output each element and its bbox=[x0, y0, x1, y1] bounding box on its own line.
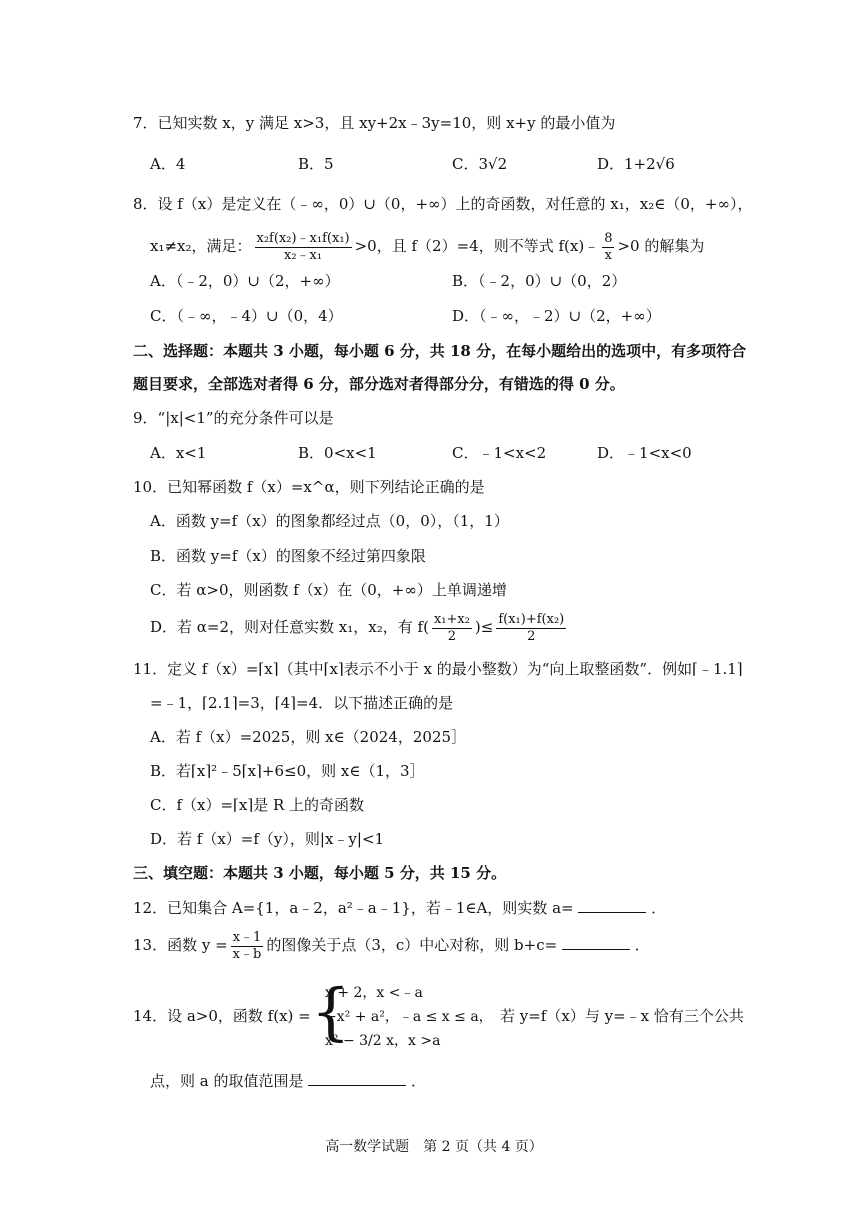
q13-prefix: 13．函数 y = bbox=[133, 936, 228, 954]
q8-stem-line1: 8．设 f（x）是定义在（﹣∞，0）∪（0，+∞）上的奇函数，对任意的 x₁，x₂∈（0，+∞）， bbox=[133, 195, 753, 213]
q8-fraction2-numerator: 8 bbox=[604, 230, 613, 246]
q13-fraction-denominator: x﹣b bbox=[232, 946, 262, 962]
section2-heading-line1: 二、选择题：本题共 3 小题，每小题 6 分，共 18 分，在每小题给出的选项中，有多项符合 bbox=[133, 342, 747, 360]
q8-stem-end: >0 的解集为 bbox=[617, 237, 705, 255]
q9-option-b: B．0<x<1 bbox=[298, 444, 377, 462]
q10-option-b: B．函数 y=f（x）的图象不经过第四象限 bbox=[150, 547, 426, 565]
q11-stem-line1: 11．定义 f（x）=⌈x⌉（其中⌈x⌉表示不小于 x 的最小整数）为“向上取整函数”．例如⌈﹣1.1⌉ bbox=[133, 660, 743, 678]
q8-fraction-denominator: x₂﹣x₁ bbox=[284, 247, 323, 263]
q14-case-3: x² − 3/2 x，x >a bbox=[325, 1033, 441, 1049]
q10-d-frac1-denominator: 2 bbox=[447, 628, 457, 644]
q14-case-2: −x² + a²，﹣a ≤ x ≤ a， bbox=[325, 1009, 493, 1025]
q10-stem: 10．已知幂函数 f（x）=x^α，则下列结论正确的是 bbox=[133, 478, 485, 496]
q7-option-a: A．4 bbox=[150, 155, 186, 173]
q8-option-a: A．（﹣2，0）∪（2，+∞） bbox=[150, 272, 340, 290]
q7-option-b: B．5 bbox=[298, 155, 334, 173]
q8-option-c: C．（﹣∞，﹣4）∪（0，4） bbox=[150, 307, 343, 325]
q10-d-frac2-numerator: f(x₁)+f(x₂) bbox=[498, 611, 565, 627]
q13-fraction bbox=[231, 930, 264, 963]
q10-option-d bbox=[150, 607, 569, 647]
q10-d-frac2-denominator: 2 bbox=[527, 628, 536, 644]
q12-end: ． bbox=[651, 899, 667, 917]
q7-stem: 7．已知实数 x，y 满足 x>3，且 xy+2x﹣3y=10，则 x+y 的最小值为 bbox=[133, 114, 616, 132]
q8-stem-mid: >0，且 f（2）=4，则不等式 f(x)﹣ bbox=[354, 237, 600, 255]
q10-option-c: C．若 α>0，则函数 f（x）在（0，+∞）上单调递增 bbox=[150, 581, 507, 599]
q14-end: ． bbox=[411, 1072, 427, 1090]
q12-answer-blank[interactable] bbox=[578, 898, 646, 913]
q10-option-a: A．函数 y=f（x）的图象都经过点（0，0），（1，1） bbox=[150, 512, 509, 530]
q14-brace: { bbox=[311, 975, 351, 1048]
q13-end: ． bbox=[634, 936, 650, 954]
q9-stem: 9．“|x|<1”的充分条件可以是 bbox=[133, 409, 334, 427]
q11-option-b: B．若⌈x⌉²﹣5⌈x⌉+6≤0，则 x∈（1，3］ bbox=[150, 762, 425, 780]
q7-option-d: D．1+2√6 bbox=[597, 155, 675, 173]
q8-option-d: D．（﹣∞，﹣2）∪（2，+∞） bbox=[452, 307, 661, 325]
q13-suffix: 的图像关于点（3，c）中心对称，则 b+c= bbox=[266, 936, 558, 954]
q8-fraction2-denominator: x bbox=[604, 247, 612, 263]
q9-option-c: C．﹣1<x<2 bbox=[452, 444, 547, 462]
q11-option-c: C．f（x）=⌈x⌉是 R 上的奇函数 bbox=[150, 796, 365, 814]
q11-option-d: D．若 f（x）=f（y），则|x﹣y|<1 bbox=[150, 830, 385, 848]
q8-fraction-numerator: x₂f(x₂)﹣x₁f(x₁) bbox=[256, 230, 350, 246]
q7-option-c: C．3√2 bbox=[452, 155, 508, 173]
q8-fraction bbox=[255, 231, 352, 264]
q13-stem bbox=[133, 925, 650, 965]
q14-suffix: 若 y=f（x）与 y=﹣x 恰有三个公共 bbox=[500, 1007, 744, 1025]
section2-heading-line2: 题目要求，全部选对者得 6 分，部分选对者得部分分，有错选的得 0 分。 bbox=[133, 375, 625, 393]
q10-option-d-prefix: D．若 α=2，则对任意实数 x₁，x₂，有 f( bbox=[150, 618, 429, 636]
q14-case-1: x + 2，x <﹣a bbox=[325, 985, 423, 1001]
q11-option-a: A．若 f（x）=2025，则 x∈（2024，2025］ bbox=[150, 728, 467, 746]
q8-stem-line2 bbox=[150, 226, 704, 266]
q9-option-a: A．x<1 bbox=[150, 444, 207, 462]
q14-prefix: 14．设 a>0，函数 f(x) = bbox=[133, 1007, 311, 1025]
q10-d-frac1-numerator: x₁+x₂ bbox=[433, 611, 470, 627]
q8-fraction-2 bbox=[602, 231, 614, 264]
q13-answer-blank[interactable] bbox=[562, 935, 630, 950]
q10-option-d-fraction2 bbox=[496, 612, 566, 645]
q8-option-b: B．（﹣2，0）∪（0，2） bbox=[452, 272, 627, 290]
q11-stem-line2: =﹣1，⌈2.1⌉=3，⌈4⌉=4．以下描述正确的是 bbox=[150, 694, 454, 712]
q12-text: 12．已知集合 A={1，a﹣2，a²﹣a﹣1}，若﹣1∈A，则实数 a= bbox=[133, 899, 574, 917]
q9-option-d: D．﹣1<x<0 bbox=[597, 444, 692, 462]
q10-option-d-fraction1 bbox=[432, 612, 472, 645]
q12-stem bbox=[133, 897, 666, 919]
section3-heading: 三、填空题：本题共 3 小题，每小题 5 分，共 15 分。 bbox=[133, 864, 507, 882]
q10-option-d-mid: )≤ bbox=[474, 618, 494, 636]
q14-line2-text: 点，则 a 的取值范围是 bbox=[150, 1072, 304, 1090]
q8-stem-prefix: x₁≠x₂，满足： bbox=[150, 237, 252, 255]
q14-line2 bbox=[150, 1070, 426, 1092]
q14-answer-blank[interactable] bbox=[308, 1071, 406, 1086]
page-footer: 高一数学试题 第 2 页（共 4 页） bbox=[325, 1139, 543, 1155]
q13-fraction-numerator: x﹣1 bbox=[231, 930, 264, 947]
